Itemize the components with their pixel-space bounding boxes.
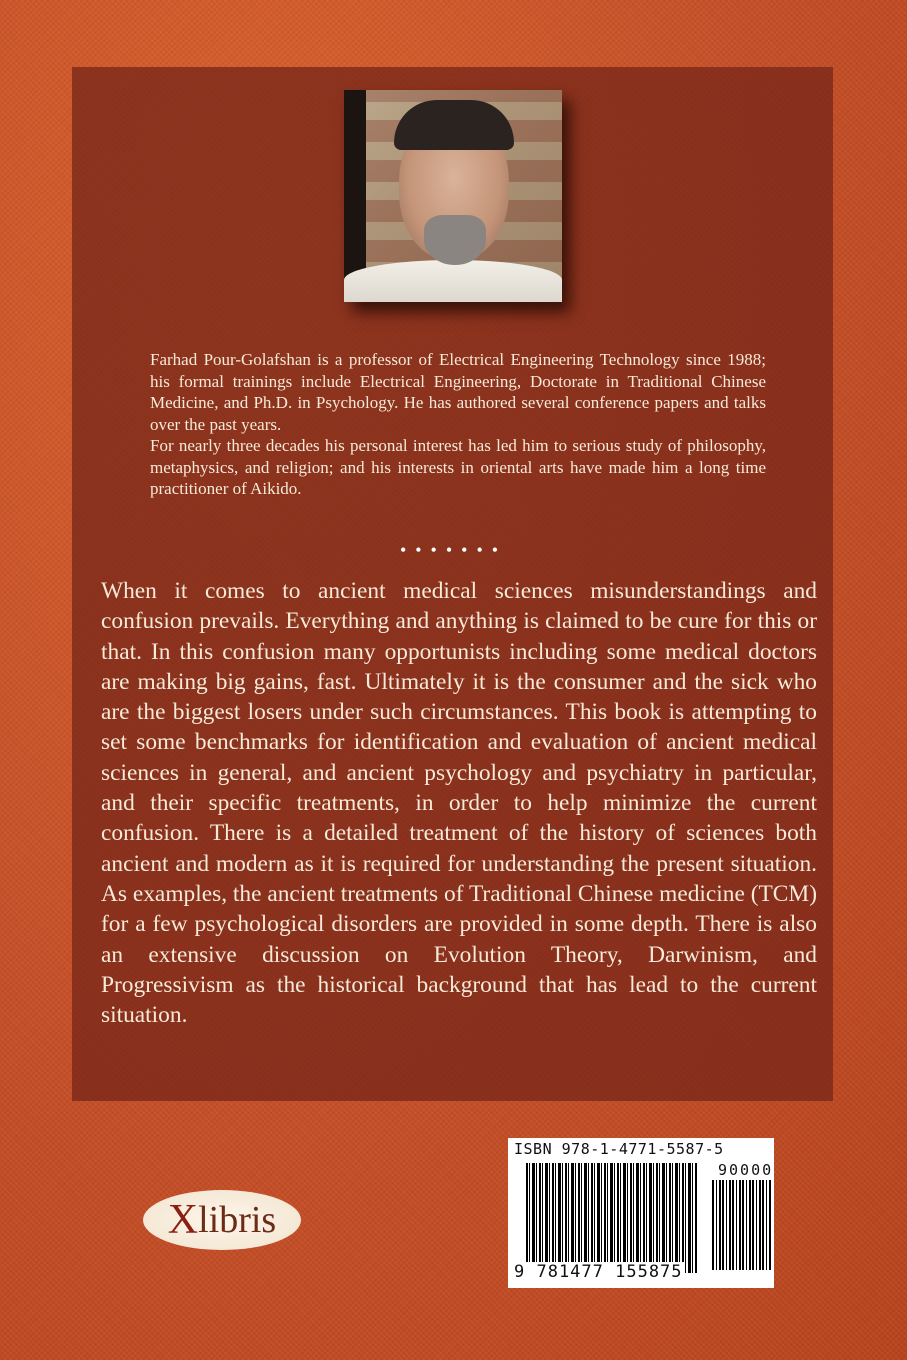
- logo-x: X: [167, 1197, 199, 1243]
- bio-paragraph-2: For nearly three decades his personal interest has led him to serious study of philosophy, metaphysics, and religion; and his interests in oriental arts have made him a long time practitioner of Aikido.: [150, 436, 766, 498]
- book-description: [101, 576, 817, 1030]
- bio-paragraph-1: Farhad Pour-Golafshan is a professor of Electrical Engineering Technology since 1988; his formal trainings include Electrical Engineering, Doctorate in Traditional Chinese Medicine, and Ph.D. in Psychology. He has authored several conference papers and talks over the past years.: [150, 350, 766, 434]
- logo-text: libris: [198, 1199, 277, 1241]
- author-photo: [344, 90, 562, 302]
- description-text: When it comes to ancient medical sciences misunderstandings and confusion prevails. Everything and anything is claimed to be cure for this or that. In this confusion many opportunists including some medical doctors are making big gains, fast. Ultimately it is the consumer and the sick who are the biggest losers under such circumstances. This book is attempting to set some benchmarks for identification and evaluation of ancient medical sciences in general, and ancient psychology and psychiatry in particular, and their specific treatments, in order to help minimize the current confusion. There is a detailed treatment of the history of sciences both ancient and modern as it is required for understanding the present situation. As examples, the ancient treatments of Traditional Chinese medicine (TCM) for a few psychological disorders are provided in some depth. There is also an extensive discussion on Evolution Theory, Darwinism, and Progressivism as the historical background that has lead to the current situation.: [101, 578, 817, 1029]
- isbn-label: ISBN 978-1-4771-5587-5: [514, 1140, 724, 1158]
- ean-number: 9 781477 155875: [514, 1262, 683, 1282]
- author-bio: [150, 349, 766, 500]
- price-addon: 90000: [718, 1161, 774, 1179]
- publisher-logo: [143, 1190, 301, 1250]
- section-divider: •••••••: [399, 540, 508, 560]
- addon-bars: [712, 1180, 772, 1270]
- isbn-barcode: [508, 1138, 774, 1288]
- barcode-bars: [526, 1163, 698, 1273]
